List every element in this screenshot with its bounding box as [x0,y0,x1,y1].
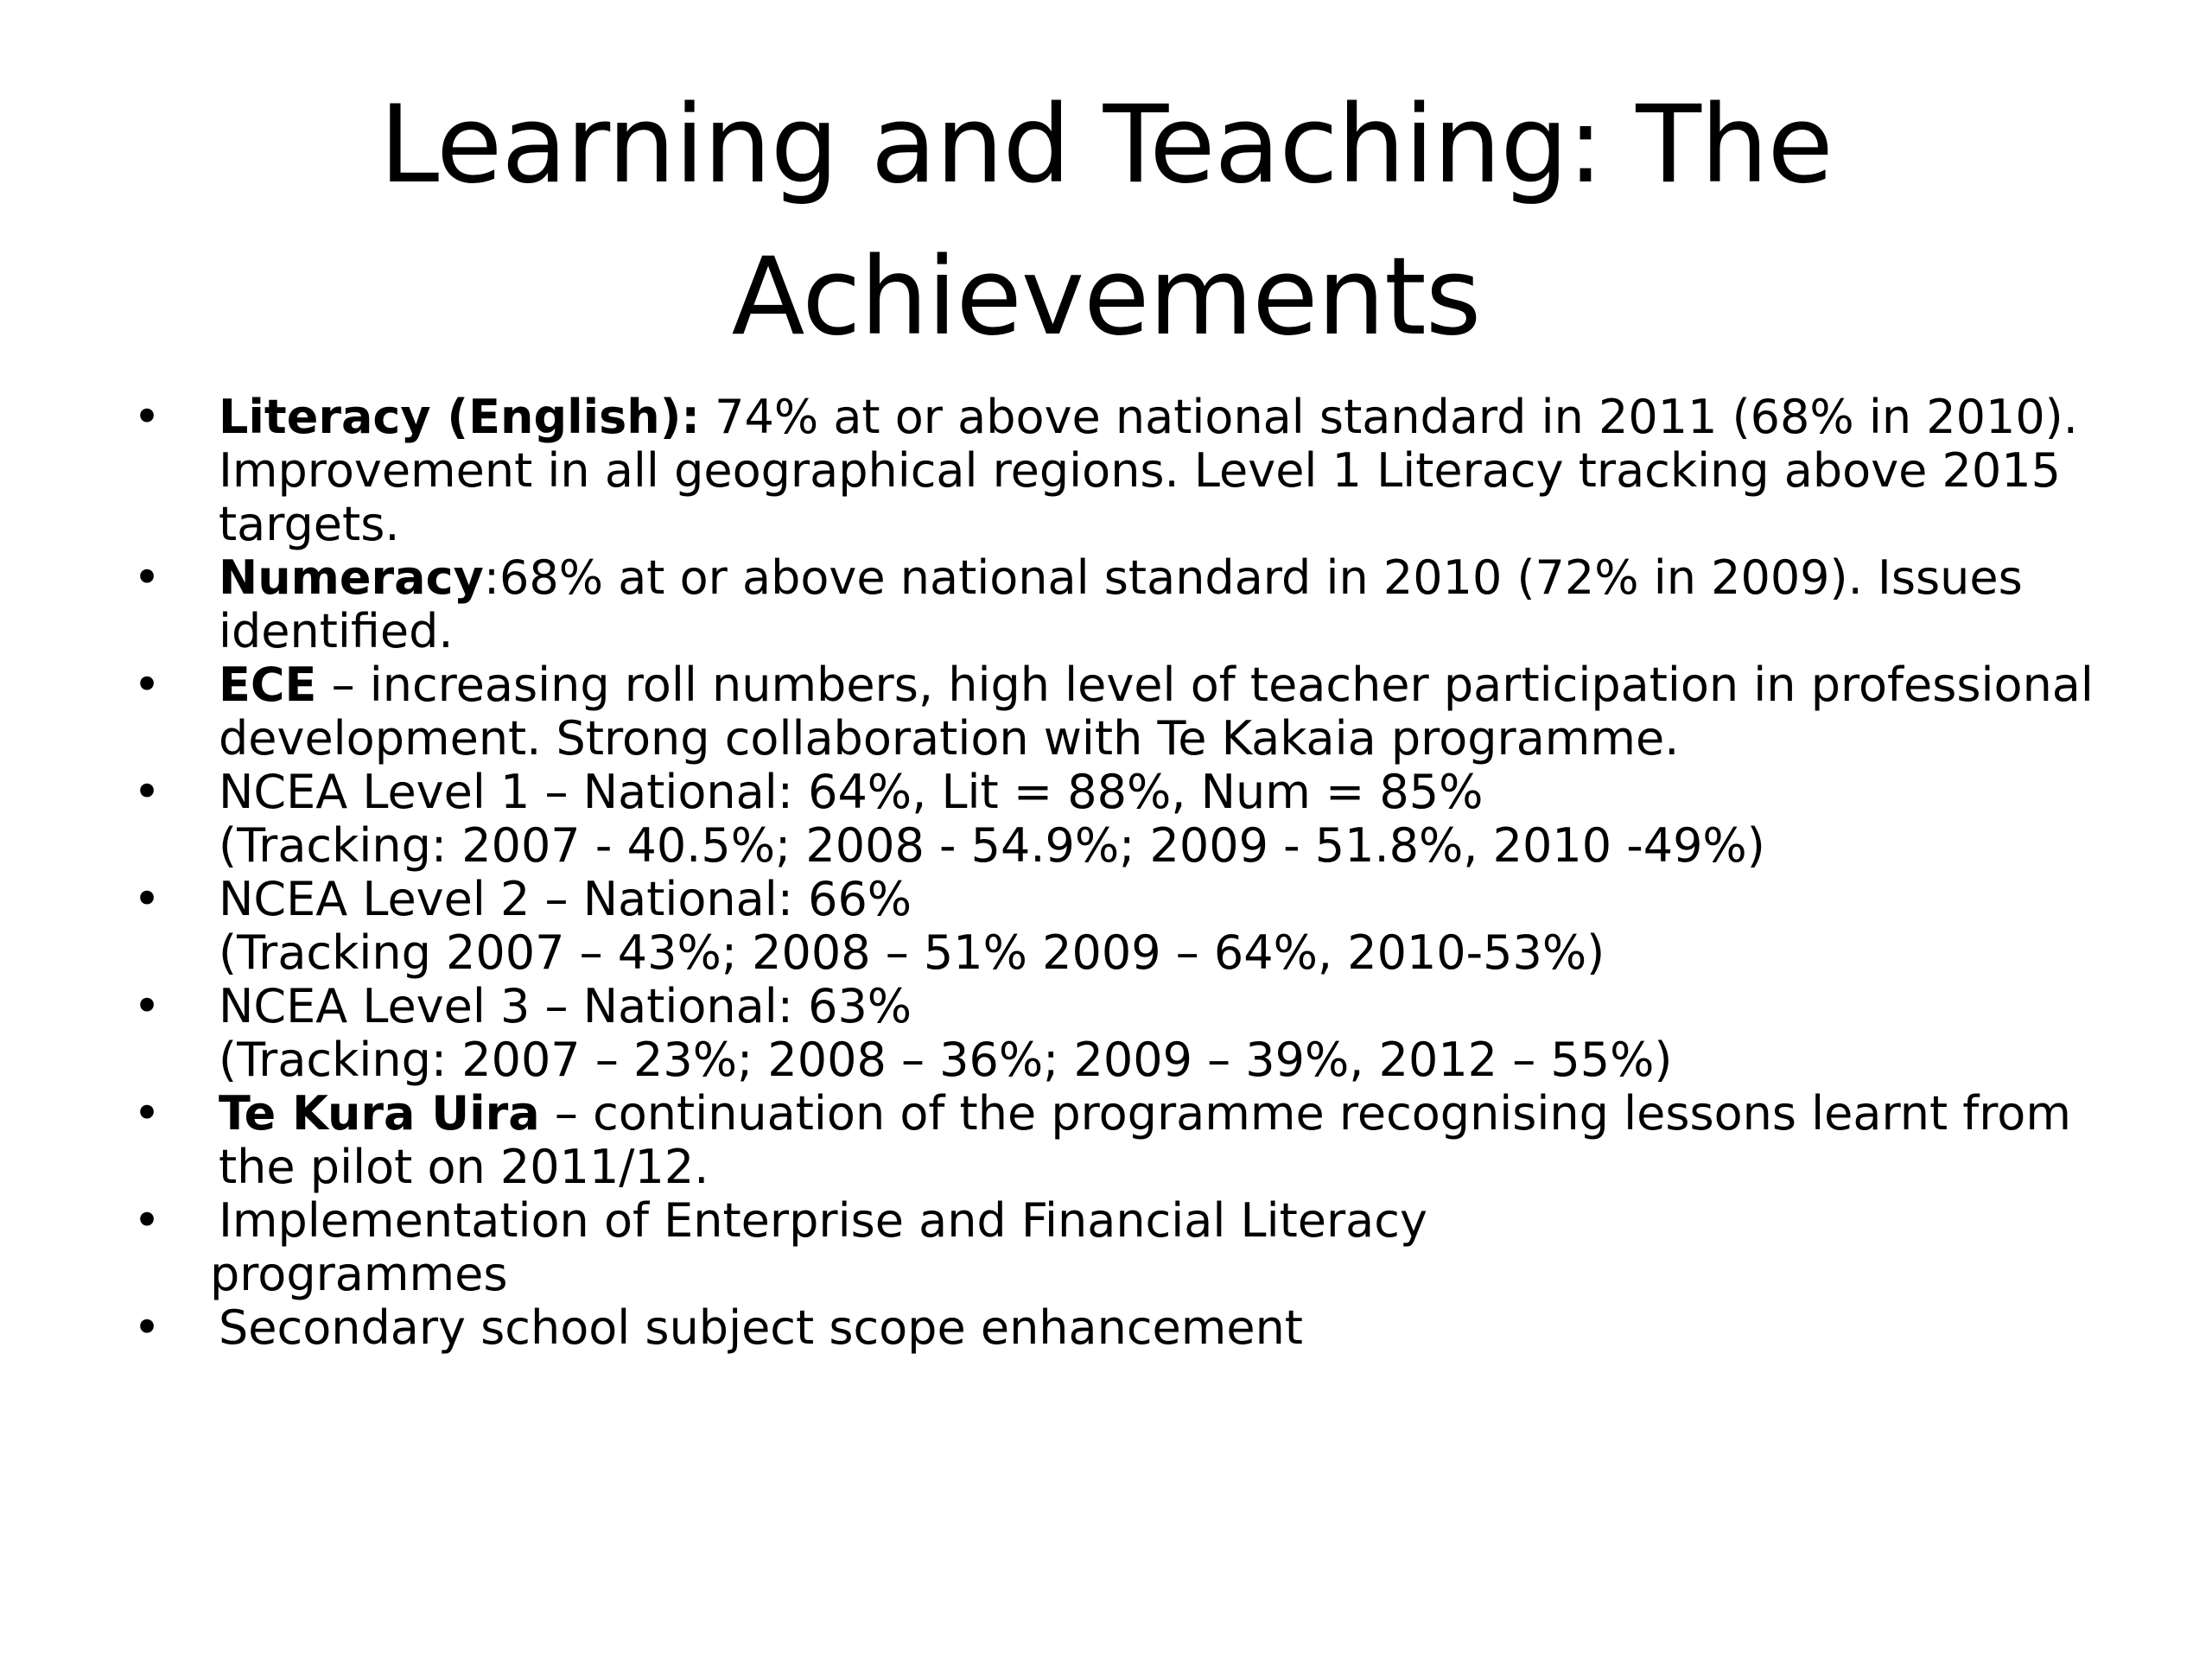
bullet-line-1: Implementation of Enterprise and Financial Literacy [219,1193,1427,1248]
bullet-secondary-school [130,1301,2117,1355]
bullet-text [219,766,2117,873]
bullet-list [130,391,2117,1355]
bullet-enterprise-literacy [130,1194,2117,1301]
slide-title [173,69,2039,373]
bullet-icon: • [133,1193,161,1248]
bullet-body: 74% at or above national standard in 2011 (68% in 2010). Improvement in all geographical regions. Level 1 Literacy tracking above 2015 targets. [219,390,2078,551]
bullet-body: – continuation of the programme recognising lessons learnt from the pilot on 2011/12. [219,1086,2071,1194]
bullet-line-2: (Tracking: 2007 - 40.5%; 2008 - 54.9%; 2009 - 51.8%, 2010 -49%) [219,818,1765,873]
bullet-icon: • [133,1300,161,1355]
bullet-numeracy [130,551,2117,658]
bullet-text [219,1087,2117,1194]
bullet-bold-label: Numeracy [219,550,484,605]
bullet-line-2: programmes [210,1247,508,1301]
bullet-icon: • [133,765,161,819]
bullet-line-1: NCEA Level 2 – National: 66% [219,872,912,926]
slide-title-line-2: Achievements [731,235,1481,359]
bullet-text [219,658,2117,766]
bullet-ece [130,658,2117,766]
bullet-icon: • [133,872,161,926]
bullet-bold-label: Literacy (English): [219,390,700,444]
bullet-icon: • [133,1086,161,1141]
bullet-bold-label: Te Kura Uira [219,1086,540,1141]
bullet-icon: • [133,979,161,1033]
bullet-body: Secondary school subject scope enhancement [219,1300,1303,1355]
bullet-bold-label: ECE [219,658,317,712]
bullet-body: :68% at or above national standard in 2010 (72% in 2009). Issues identified. [219,550,2023,658]
bullet-icon: • [133,658,161,712]
bullet-text [219,873,2117,980]
bullet-icon: • [133,550,161,605]
slide-title-line-1: Learning and Teaching: The [379,83,1833,207]
bullet-line-2: (Tracking 2007 – 43%; 2008 – 51% 2009 – 64%, 2010-53%) [219,925,1605,980]
bullet-body: – increasing roll numbers, high level of teacher participation in professional development. Strong collaboration with Te Kakaia programme. [219,658,2094,766]
bullet-line-1: NCEA Level 3 – National: 63% [219,979,912,1033]
bullet-ncea-level-2 [130,873,2117,980]
bullet-text [210,1193,2117,1301]
bullet-ncea-level-3 [130,980,2117,1087]
bullet-line-2: (Tracking: 2007 – 23%; 2008 – 36%; 2009 – 39%, 2012 – 55%) [219,1033,1673,1087]
bullet-literacy [130,391,2117,551]
bullet-ncea-level-1 [130,766,2117,873]
bullet-icon: • [133,390,161,444]
bullet-text [219,551,2117,658]
bullet-te-kura-uira [130,1087,2117,1194]
bullet-text [219,980,2117,1087]
bullet-text [219,391,2117,551]
bullet-line-1: NCEA Level 1 – National: 64%, Lit = 88%, Num = 85% [219,765,1484,819]
